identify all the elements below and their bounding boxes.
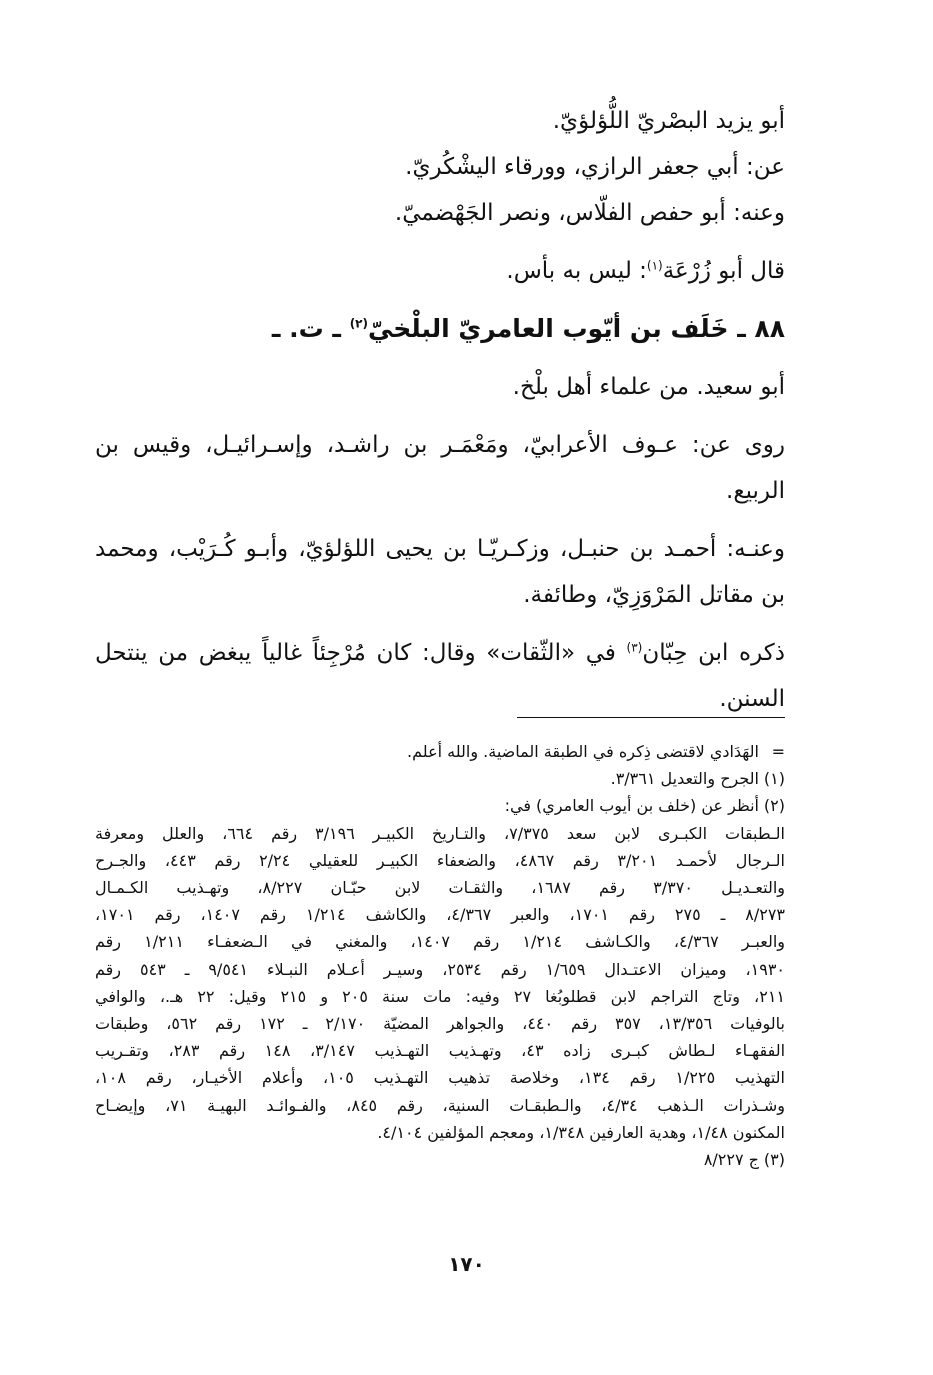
footnote-ref: (١) <box>646 258 663 273</box>
footnote-line: ١٩٣٠، وميزان الاعتـدال ١/٦٥٩ رقم ٢٥٣٤، وسيـر أعـلام النبـلاء ٩/٥٤١ ـ ٥٤٣ رقم <box>95 959 786 979</box>
footnote-text: الهَدَادي لاقتضى ذِكره في الطبقة الماضية. والله أعلم. <box>407 742 759 761</box>
footnote-ref: (٣) <box>626 640 643 655</box>
footnote-line: الـرجال لأحمـد ٣/٢٠١ رقم ٤٨٦٧، والضعفاء الكبيـر للعقيلي ٢/٢٤ رقم ٤٤٣، والجـرح <box>95 850 786 870</box>
footnote-line: الـطبقات الكبـرى لابن سعد ٧/٣٧٥، والتـاريخ الكبيـر ٣/١٩٦ رقم ٦٦٤، والعلل ومعرفة <box>95 823 786 843</box>
text-line <box>95 248 785 294</box>
footnote-1 <box>95 765 785 792</box>
footnote-line: وشـذرات الـذهب ٤/٣٤، والـطبقـات السنية، رقم ٨٤٥، والفـوائـد البهيـة ٧١، وإيضـاح <box>95 1095 786 1115</box>
entry-title: ٨٨ ـ خَلَف بن أيّوب العامريّ البلْخيّ <box>367 314 785 343</box>
footnote-line: المكنون ١/٤٨، وهدية العارفين ١/٣٤٨، ومعجم المؤلفين ٤/١٠٤. <box>377 1122 785 1142</box>
quote-text: : ليس به بأس. <box>506 258 647 284</box>
paragraph: وعنـه: أحمـد بن حنبـل، وزكـريّـا بن يحيى اللؤلؤيّ، وأبـو كُـرَيْب، ومحمد بن مقاتل المَرْوَزِيّ، وطائفة. <box>95 536 785 608</box>
footnote-continuation <box>95 738 785 765</box>
footnote-2 <box>95 792 785 819</box>
footnote-line: الفقهـاء لـطاش كبـرى زاده ٤٣، وتهـذيب التهـذيب ٣/١٤٧، ١٤٨ رقم ٢٨٣، وتقـريب <box>95 1041 786 1061</box>
footnote-line: والتعـديـل ٣/٣٧٠ رقم ١٦٨٧، والثقـات لابن حبّـان ٨/٢٢٧، وتهـذيب الكـمـال <box>95 878 786 898</box>
footnote-line: ٨/٢٧٣ ـ ٢٧٥ رقم ١٧٠١، والعبر ٤/٣٦٧، والكاشف ١/٢١٤ رقم ١٤٠٧، رقم ١٧٠١، <box>95 905 785 925</box>
para-lead: ذكره ابن حِبّان <box>642 640 785 666</box>
footnote-number: (١) <box>763 769 785 789</box>
footnote-text: أنظر عن (خلف بن أيوب العامري) في: <box>504 796 759 816</box>
footnotes <box>95 738 785 1173</box>
footnote-line: بالوفيات ١٣/٣٥٦، ٣٥٧ رقم ٤٤٠، والجواهر المضيّة ٢/١٧٠ ـ ١٧٢ رقم ٥٦٢، وطبقات <box>95 1014 786 1034</box>
footnote-text: ج ٨/٢٢٧ <box>703 1150 759 1170</box>
footnote-line: والعبـر ٤/٣٦٧، والكـاشف ١/٢١٤ رقم ١٤٠٧، والمغني في الـضعفـاء ١/٢١١ رقم <box>95 932 786 952</box>
footnote-number: (٣) <box>763 1150 785 1170</box>
footnote-line: التهذيب ١/٢٢٥ رقم ١٣٤، وخلاصة تذهيب التهـذيب ١٠٥، وأعلام الأخيـار، رقم ١٠٨، <box>95 1068 786 1088</box>
text-line: وعنه: أبو حفص الفلّاس، ونصر الجَهْضميّ. <box>394 200 785 226</box>
text-line: عن: أبي جعفر الرازي، وورقاء اليشْكُريّ. <box>405 154 785 180</box>
text-line: أبو يزيد البصْريّ اللُّؤلؤيّ. <box>552 108 785 134</box>
quote-lead: قال أبو زُرْعَة <box>662 258 785 284</box>
continuation-mark: = <box>771 742 785 761</box>
footnote-text: الجرح والتعديل ٣/٣٦١. <box>610 769 759 789</box>
footnote-3 <box>95 1146 785 1173</box>
paragraph <box>95 630 785 722</box>
footnote-line: ٢١١، وتاج التراجم لابن قطلوبُغا ٢٧ وفيه: مات سنة ٢٠٥ و ٢١٥ وقيل: ٢٢ هـ.، والوافي <box>95 986 785 1006</box>
main-text <box>95 98 785 722</box>
page-number: ١٧٠ <box>448 1252 485 1276</box>
paragraph: روى عن: عـوف الأعرابيّ، ومَعْمَـر بن راشـد، وإسـرائيـل، وقيس بن الربيع. <box>95 432 785 504</box>
footnote-divider <box>517 717 785 718</box>
entry-heading <box>95 306 785 352</box>
footnote-number: (٢) <box>763 796 785 816</box>
para-text: في «الثّقات» وقال: كان مُرْجِئاً غالياً يبغض من ينتحل السنن. <box>95 640 785 712</box>
text-line: أبو سعيد. من علماء أهل بلْخ. <box>512 374 785 400</box>
footnote-ref: (٢) <box>349 316 368 331</box>
entry-tail: ـ ت. ـ <box>271 314 350 343</box>
